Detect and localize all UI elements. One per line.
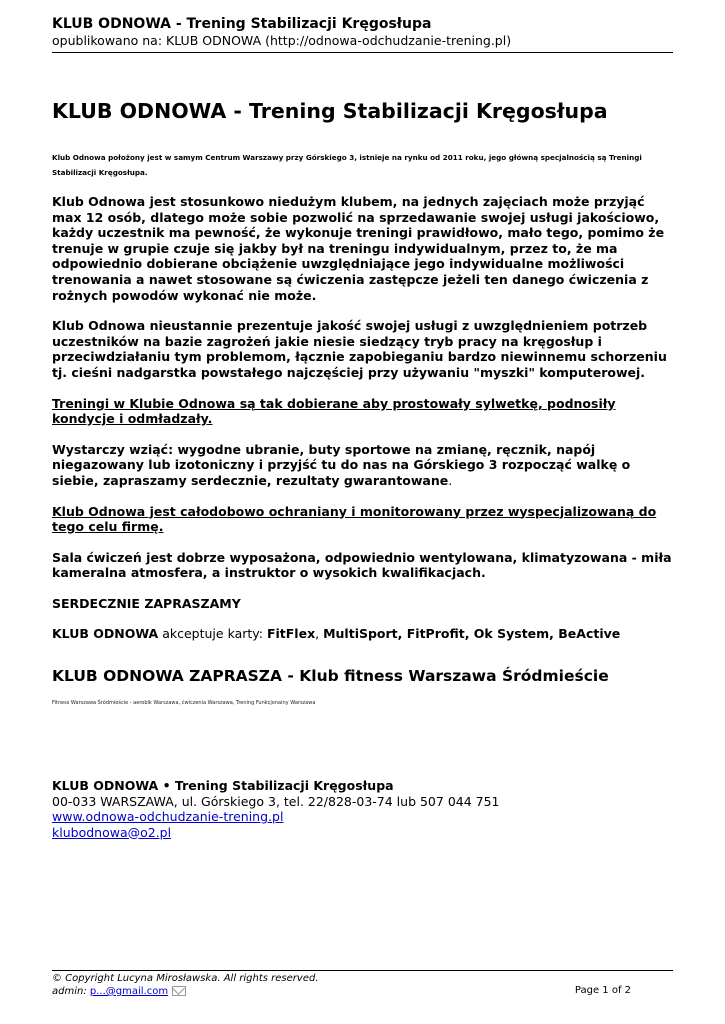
paragraph-6: Sala ćwiczeń jest dobrze wyposażona, odpowiednio wentylowana, klimatyzowana - miła kameralna atmosfera, a instruktor o wysokich kwalifikacjach. — [52, 549, 672, 581]
article-intro: Klub Odnowa położony jest w samym Centrum Warszawy przy Górskiego 3, istnieje na rynku od 2011 roku, jego główną specjalnością są Treningi Stabilizacji Kręgosłupa. — [52, 153, 642, 177]
footer-divider — [52, 970, 673, 971]
paragraph-3: Treningi w Klubie Odnowa są tak dobierane aby prostowały sylwetkę, podnosiły kondycje i odmładzały. — [52, 395, 616, 427]
paragraph-4-text: Wystarczy wziąć: wygodne ubranie, buty sportowe na zmianę, ręcznik, napój niegazowany lub izotoniczny i przyjść tu do nas na Górskiego 3 rozpocząć walkę o siebie, zapraszamy serdecznie, rezultaty gwarantowane — [52, 441, 631, 488]
header-title: KLUB ODNOWA - Trening Stabilizacji Kręgosłupa — [52, 16, 432, 32]
page-number: Page 1 of 2 — [574, 985, 631, 996]
paragraph-4 — [52, 442, 672, 489]
paragraph-4-period: . — [448, 472, 453, 488]
paragraph-5: Klub Odnowa jest całodobowo ochraniany i monitorowany przez wyspecjalizowaną do tego celu firmę. — [52, 503, 657, 535]
paragraph-7: SERDECZNIE ZAPRASZAMY — [52, 595, 241, 611]
admin-label: admin: — [52, 986, 90, 997]
contact-name: KLUB ODNOWA • Trening Stabilizacji Kręgosłupa — [52, 778, 394, 793]
paragraph-2: Klub Odnowa nieustannie prezentuje jakość swojej usługi z uwzględnieniem potrzeb uczestników na bazie zagrożeń jakie niesie siedzący tryb pracy na kręgosłup i przeciwdziałaniu tym problemom, łącznie zapobieganiu bardzo niewinnemu schorzeniu tj. cieśni nadgarstka powstałego najczęściej przy używaniu "myszki" komputerowej. — [52, 318, 667, 380]
email-link[interactable]: klubodnowa@o2.pl — [52, 824, 172, 840]
paragraph-1: Klub Odnowa jest stosunkowo niedużym klubem, na jednych zajęciach może przyjąć max 12 osób, dlatego może sobie pozwolić na sprzedawanie swojej usługi jakościowo, każdy uczestnik ma pewność, że wykonuje treningi prawidłowo, mało tego, pomimo że trenuje w grupie czuje się jakby był na treningu indywidualnym, przez to, że ma odpowiednio dobierane obciążenie uwzględniające jego indywidualne możliwości trenowania a nawet stosowane są ćwiczenia zastępcze jeżeli ten danego ćwiczenia z rożnych powodów wykonać nie może. — [52, 194, 665, 303]
admin-email-link[interactable]: p...@gmail.com — [89, 986, 169, 997]
cards-separator: , — [315, 626, 324, 642]
cards-fitflex: FitFlex — [266, 626, 316, 642]
contact-block — [52, 778, 672, 840]
footer-copyright: © Copyright Lucyna Mirosławska. All rights reserved. — [52, 973, 319, 984]
header-published: opublikowano na: KLUB ODNOWA (http://odnowa-odchudzanie-trening.pl) — [52, 33, 512, 48]
cards-paragraph — [52, 626, 672, 642]
contact-address: 00-033 WARSZAWA, ul. Górskiego 3, tel. 22/828-03-74 lub 507 044 751 — [52, 793, 500, 809]
cards-text: akceptuje karty: — [158, 626, 267, 642]
page-header — [52, 15, 672, 49]
footer-admin — [52, 985, 632, 998]
envelope-icon[interactable] — [172, 986, 186, 996]
article-tags: Fitness Warszawa Śródmieście - aerobik Warszawa, ćwiczenia Warszawa, Trening Funkcjonalny Warszawa — [52, 700, 316, 707]
cards-rest: MultiSport, FitProfit, Ok System, BeActive — [323, 626, 621, 642]
article-title: KLUB ODNOWA - Trening Stabilizacji Kręgosłupa — [52, 99, 608, 123]
cards-brand: KLUB ODNOWA — [52, 626, 159, 642]
article — [52, 98, 672, 707]
website-link[interactable]: www.odnowa-odchudzanie-trening.pl — [52, 809, 284, 824]
header-divider — [52, 52, 673, 53]
article-subtitle: KLUB ODNOWA ZAPRASZA - Klub fitness Warszawa Śródmieście — [52, 667, 609, 686]
footer — [52, 972, 632, 998]
